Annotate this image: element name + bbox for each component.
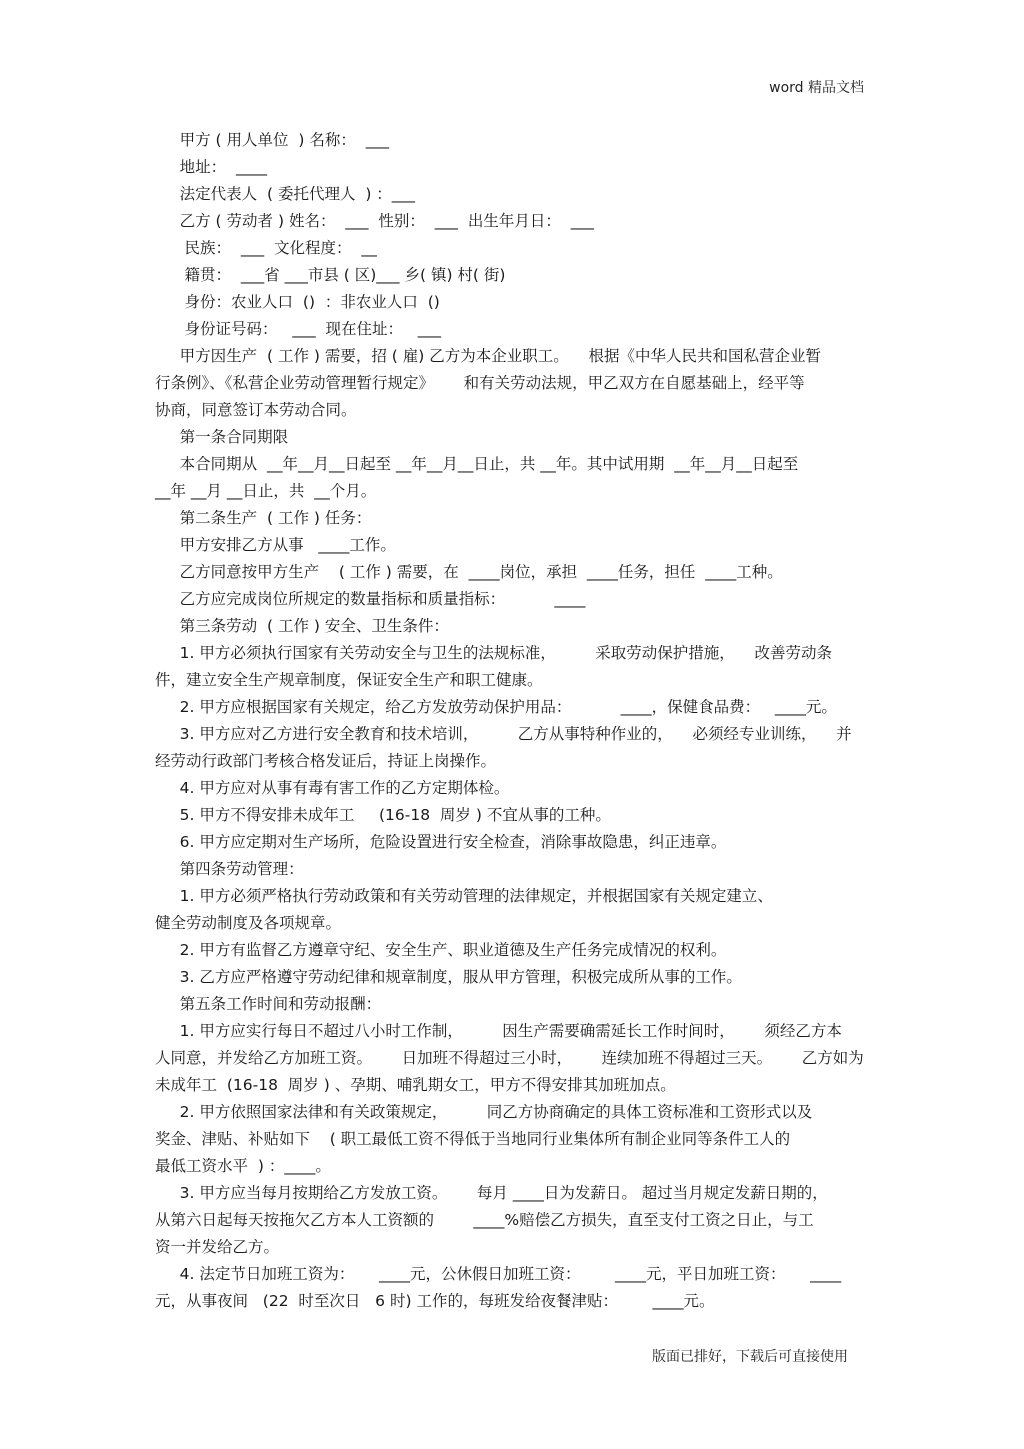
document-line: 本合同期从 __年__月__日起至 __年__月__日止，共 __年。其中试用期 __年__月__日起至: [155, 455, 799, 473]
document-line: 乙方应完成岗位所规定的数量指标和质量指标： ____: [155, 590, 586, 608]
document-line: 行条例》、《私营企业劳动管理暂行规定》 和有关劳动法规，甲乙双方在自愿基础上，经平等: [155, 374, 805, 392]
page-footer: 版面已排好，下载后可直接使用: [652, 1349, 848, 1365]
document-line: __年 __月 __日止，共 __个月。: [155, 482, 377, 500]
document-line: 身份：农业人口 () ：非农业人口 (): [155, 293, 440, 311]
document-line: 3. 甲方应当每月按期给乙方发放工资。 每月 ____日为发薪日。 超过当月规定发薪日期的，: [155, 1184, 828, 1202]
document-line: 乙方 ( 劳动者 ) 姓名： ___ 性别： ___ 出生年月日： ___: [155, 212, 594, 230]
document-line: 3. 甲方应对乙方进行安全教育和技术培训， 乙方从事特种作业的， 必须经专业训练， 并: [155, 725, 852, 743]
document-line: 2. 甲方有监督乙方遵章守纪、安全生产、职业道德及生产任务完成情况的权利。: [155, 941, 727, 959]
document-line: 1. 甲方必须执行国家有关劳动安全与卫生的法规标准， 采取劳动保护措施， 改善劳动条: [155, 644, 832, 662]
document-line: 4. 法定节日加班工资为： ____元，公休假日加班工资： ____元，平日加班工资： ____: [155, 1265, 842, 1283]
document-line: 1. 甲方应实行每日不超过八小时工作制， 因生产需要确需延长工作时间时， 须经乙方本: [155, 1022, 842, 1040]
document-line: 未成年工 (16-18 周岁 ) 、孕期、哺乳期女工，甲方不得安排其加班加点。: [155, 1076, 676, 1094]
document-line: 件，建立安全生产规章制度，保证安全生产和职工健康。: [155, 671, 543, 689]
document-line: 乙方同意按甲方生产 ( 工作 ) 需要，在 ____岗位，承担 ____任务，担任 ____工种。: [155, 563, 783, 581]
document-line: 2. 甲方依照国家法律和有关政策规定， 同乙方协商确定的具体工资标准和工资形式以及: [155, 1103, 813, 1121]
document-line: 4. 甲方应对从事有毒有害工作的乙方定期体检。: [155, 779, 510, 797]
document-line: 2. 甲方应根据国家有关规定，给乙方发放劳动保护用品： ____，保健食品费： ____元。: [155, 698, 837, 716]
document-line: 身份证号码： ___ 现在住址： ___: [155, 320, 441, 338]
document-line: 法定代表人 ( 委托代理人 ) ：___: [155, 185, 416, 203]
document-line: 第四条劳动管理：: [155, 860, 304, 878]
document-line: 甲方因生产 ( 工作 ) 需要，招 ( 雇) 乙方为本企业职工。 根据《中华人民共和国私营企业暂: [155, 347, 821, 365]
document-line: 协商，同意签订本劳动合同。: [155, 401, 357, 419]
document-line: 第二条生产 ( 工作 ) 任务：: [155, 509, 372, 527]
document-line: 经劳动行政部门考核合格发证后，持证上岗操作。: [155, 752, 497, 770]
document-line: 地址： ____: [155, 158, 267, 176]
document-line: 3. 乙方应严格遵守劳动纪律和规章制度，服从甲方管理，积极完成所从事的工作。: [155, 968, 742, 986]
document-line: 最低工资水平 ) ：____。: [155, 1157, 331, 1175]
document-line: 第一条合同期限: [155, 428, 289, 446]
document-line: 元，从事夜间 (22 时至次日 6 时) 工作的，每班发给夜餐津贴： ____元。: [155, 1292, 715, 1310]
page-header: word 精品文档: [769, 80, 864, 96]
document-line: 1. 甲方必须严格执行劳动政策和有关劳动管理的法律规定，并根据国家有关规定建立、: [155, 887, 773, 905]
document-line: 人同意，并发给乙方加班工资。 日加班不得超过三小时， 连续加班不得超过三天。 乙方如为: [155, 1049, 864, 1067]
document-line: 6. 甲方应定期对生产场所，危险设置进行安全检查，消除事故隐患，纠正违章。: [155, 833, 727, 851]
document-line: 奖金、津贴、补贴如下 ( 职工最低工资不得低于当地同行业集体所有制企业同等条件工人的: [155, 1130, 791, 1148]
document-line: 籍贯： ___省 ___市县 ( 区)___ 乡( 镇) 村( 街): [155, 266, 506, 284]
document-line: 甲方 ( 用人单位 ) 名称： ___: [155, 131, 389, 149]
document-line: 第五条工作时间和劳动报酬：: [155, 995, 382, 1013]
document-line: 第三条劳动 ( 工作 ) 安全、卫生条件：: [155, 617, 449, 635]
document-line: 5. 甲方不得安排未成年工 (16-18 周岁 ) 不宜从事的工种。: [155, 806, 611, 824]
document-line: 甲方安排乙方从事 ____工作。: [155, 536, 396, 554]
document-body: [155, 127, 875, 1315]
document-line: 资一并发给乙方。: [155, 1238, 280, 1256]
document-line: 民族： ___ 文化程度： __: [155, 239, 377, 257]
document-line: 从第六日起每天按拖欠乙方本人工资额的 ____%赔偿乙方损失，直至支付工资之日止，与工: [155, 1211, 814, 1229]
document-line: 健全劳动制度及各项规章。: [155, 914, 342, 932]
